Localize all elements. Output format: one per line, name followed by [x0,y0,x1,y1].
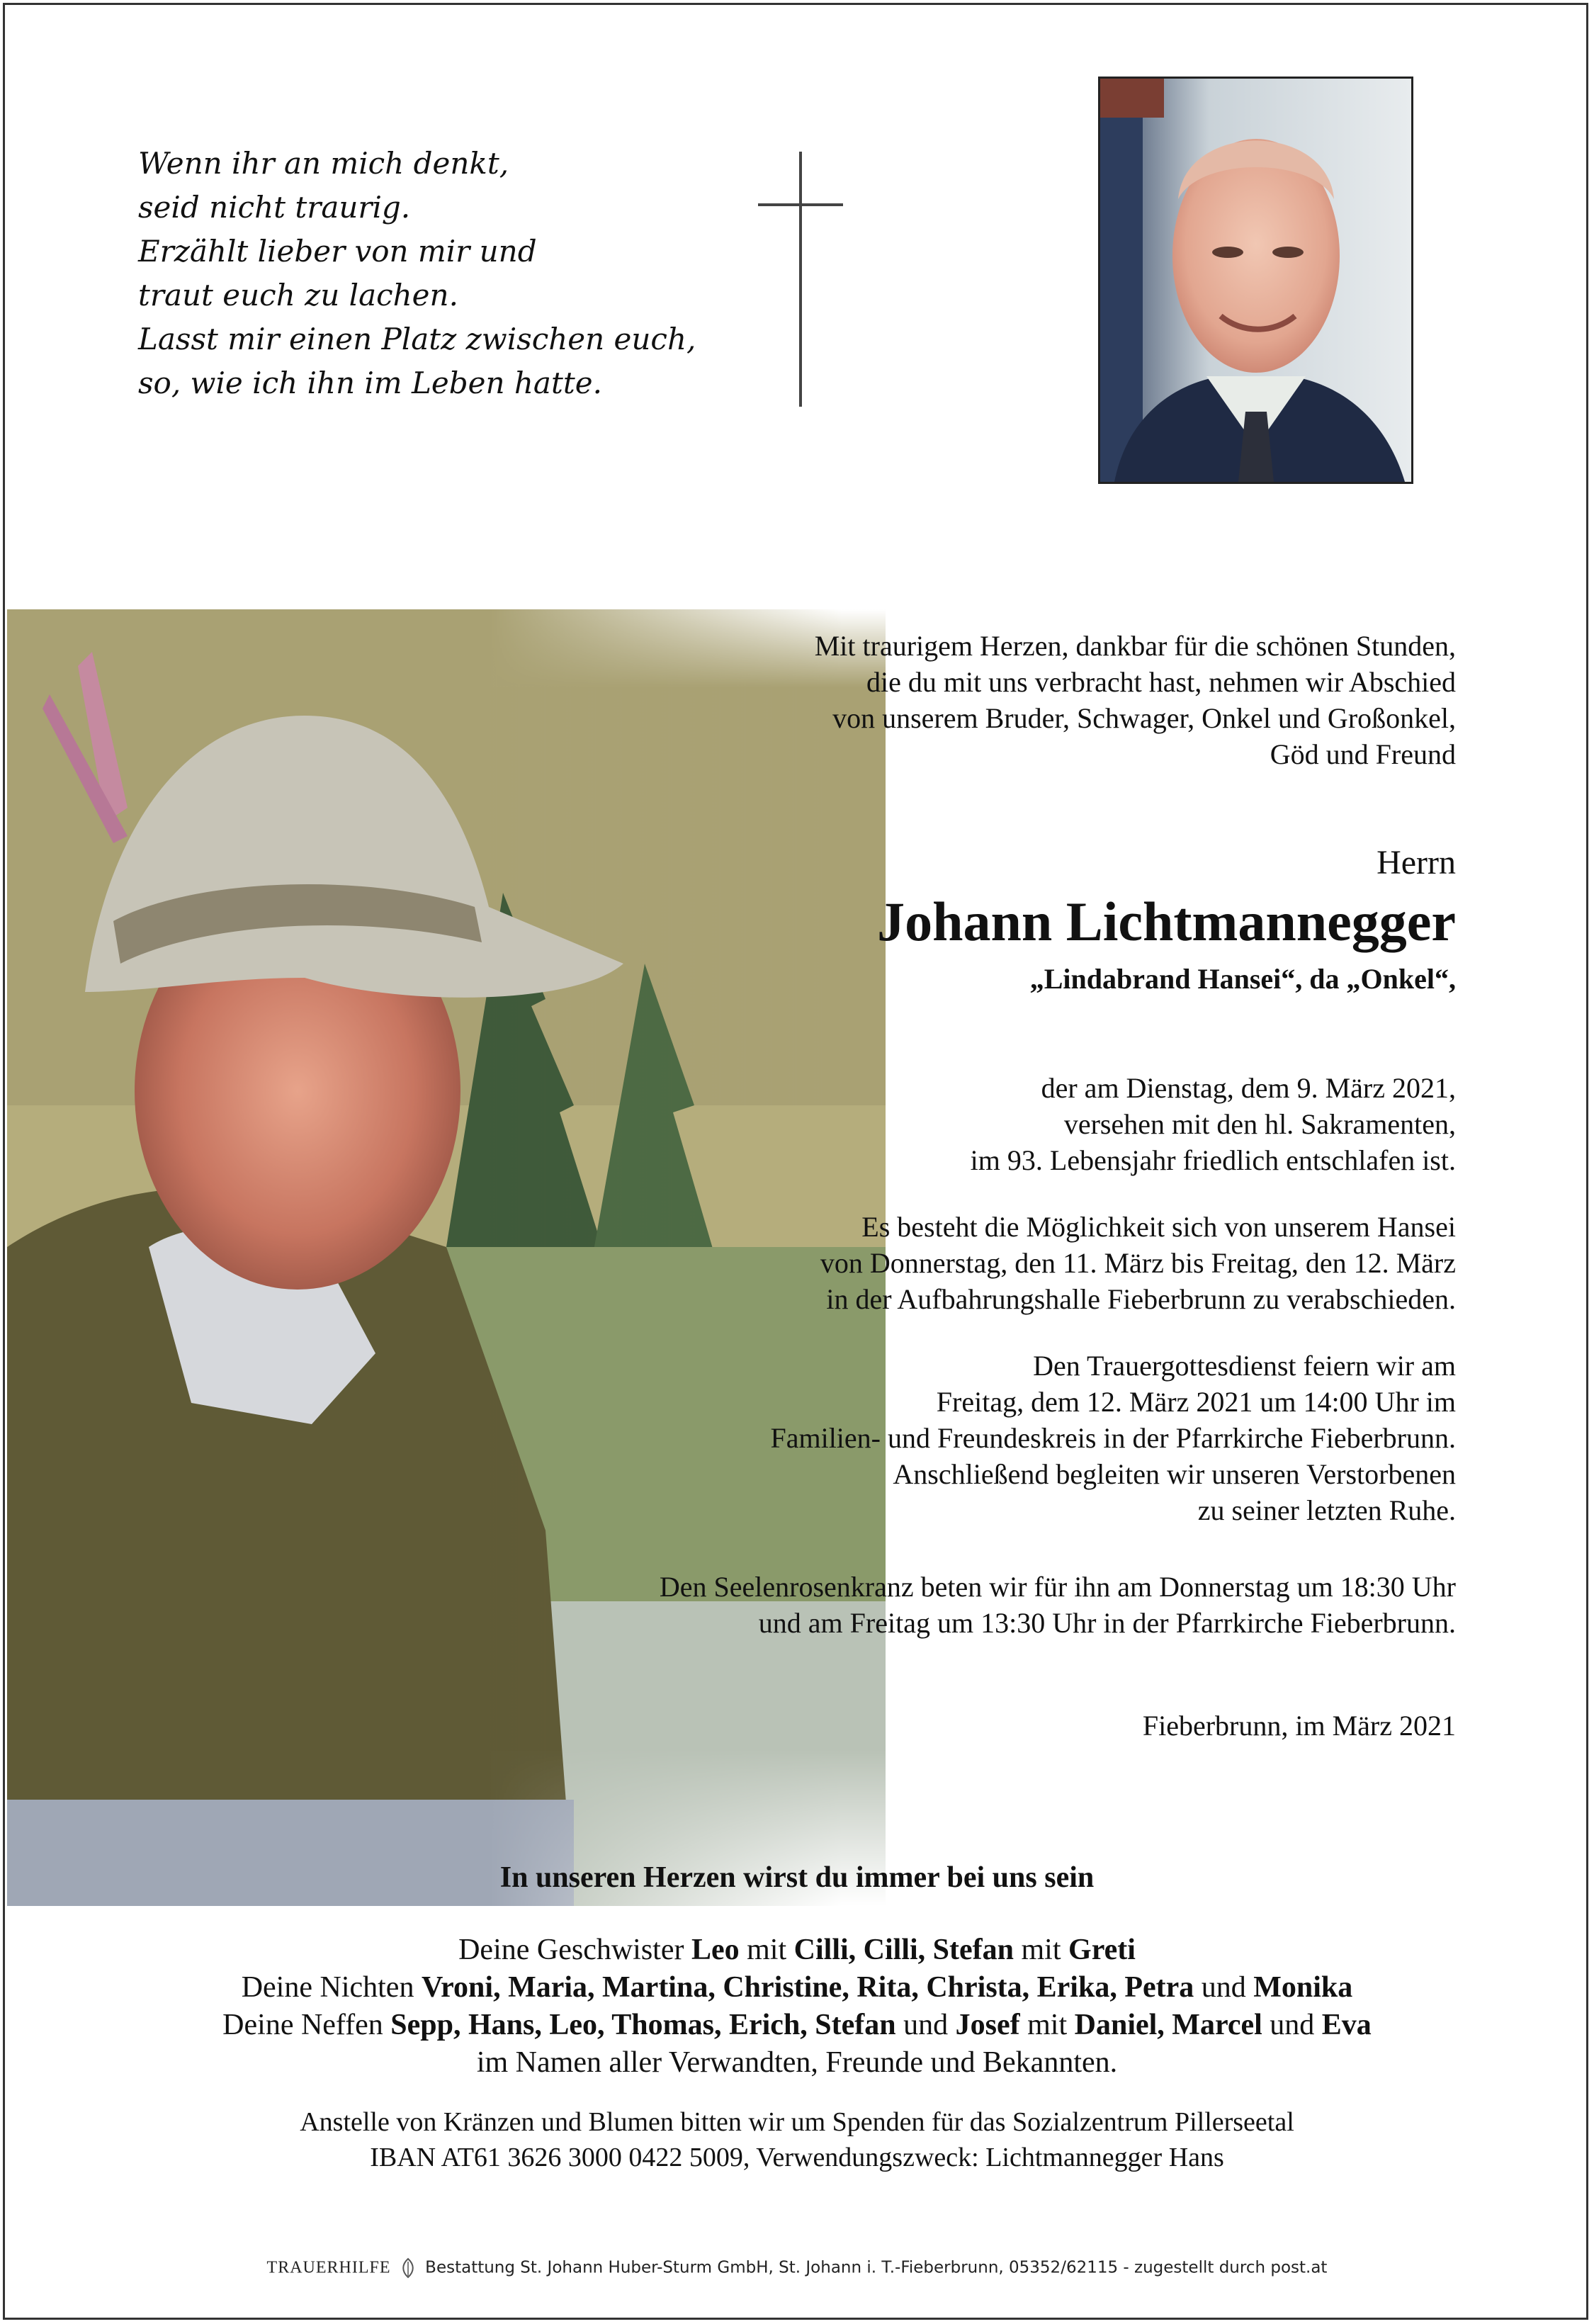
family-connector: und [895,2009,956,2041]
family-label: Deine Nichten [241,1971,422,2004]
rosary-line: und am Freitag um 13:30 Uhr in der Pfarrkirche Fieberbrunn. [758,1607,1456,1639]
viewing-notice [820,1209,1456,1317]
family-connector: und [1262,2009,1322,2041]
poem-line: Lasst mir einen Platz zwischen euch, [138,322,696,356]
family-names: Daniel, Marcel [1074,2009,1262,2041]
death-notice [971,1070,1456,1178]
intro-line: Mit traurigem Herzen, dankbar für die schönen Stunden, [814,630,1456,662]
intro-line: die du mit uns verbracht hast, nehmen wir Abschied [866,666,1456,698]
rosary-line: Den Seelenrosenkranz beten wir für ihn am Donnerstag um 18:30 Uhr [659,1571,1456,1603]
family-connector: mit [1014,1934,1069,1966]
service-line: Familien- und Freundeskreis in der Pfarrkirche Fieberbrunn. [770,1422,1456,1454]
background-photo [7,609,886,1906]
donation-line: IBAN AT61 3626 3000 0422 5009, Verwendungszweck: Lichtmannegger Hans [370,2143,1224,2172]
family-names: Josef [955,2009,1020,2041]
intro-line: von unserem Bruder, Schwager, Onkel und Großonkel, [832,702,1456,734]
family-names: Vroni, Maria, Martina, Christine, Rita, Christa, Erika, Petra [421,1971,1194,2004]
viewing-line: Es besteht die Möglichkeit sich von unserem Hansei [861,1211,1456,1243]
rosary-notice [660,1569,1456,1641]
family-nieces [0,1969,1594,2007]
service-line: Freitag, dem 12. März 2021 um 14:00 Uhr im [936,1386,1456,1418]
poem [138,142,705,405]
family-siblings [0,1931,1594,1969]
poem-line: seid nicht traurig. [138,190,411,225]
nickname: „Lindabrand Hansei“, da „Onkel“, [1029,963,1456,995]
portrait-photo [1098,77,1413,484]
family-names: Greti [1068,1934,1136,1966]
viewing-line: in der Aufbahrungshalle Fieberbrunn zu verabschieden. [826,1283,1456,1315]
motto: In unseren Herzen wirst du immer bei uns sein [499,1861,1095,1894]
death-line: versehen mit den hl. Sakramenten, [1063,1108,1456,1140]
deceased-name: Johann Lichtmannegger [877,891,1456,952]
service-line: zu seiner letzten Ruhe. [1197,1494,1456,1526]
donation-line: Anstelle von Kränzen und Blumen bitten wir um Spenden für das Sozialzentrum Pillerseetal [300,2107,1294,2137]
viewing-line: von Donnerstag, den 11. März bis Freitag, den 12. März [820,1247,1456,1279]
footer [0,2257,1594,2279]
footer-brand: TRAUERHILFE [266,2258,391,2277]
donation-notice [0,2104,1594,2175]
intro-line: Göd und Freund [1270,738,1456,770]
death-line: im 93. Lebensjahr friedlich entschlafen ist. [970,1144,1456,1176]
family-connector: mit [1019,2009,1075,2041]
family-label: Deine Geschwister [458,1934,691,1966]
poem-line: Wenn ihr an mich denkt, [138,146,509,181]
funeral-service-notice [770,1348,1456,1528]
poem-line: Erzählt lieber von mir und [138,234,537,269]
family-names: Monika [1253,1971,1353,2004]
death-line: der am Dienstag, dem 9. März 2021, [1041,1072,1456,1104]
family-list [0,1931,1594,2082]
service-line: Anschließend begleiten wir unseren Verstorbenen [893,1458,1456,1490]
family-closing: im Namen aller Verwandten, Freunde und Bekannten. [476,2046,1118,2079]
salutation: Herrn [1377,844,1456,881]
cross-icon [758,152,843,407]
place-date: Fieberbrunn, im März 2021 [1142,1710,1456,1742]
footer-text: Bestattung St. Johann Huber-Sturm GmbH, St. Johann i. T.-Fieberbrunn, 05352/62115 - zugestellt durch post.at [425,2258,1328,2277]
leaf-icon [400,2257,416,2279]
family-names: Leo [691,1934,740,1966]
family-names: Cilli, Cilli, Stefan [793,1934,1014,1966]
family-label: Deine Neffen [222,2009,391,2041]
family-connector: mit [739,1934,794,1966]
poem-line: so, wie ich ihn im Leben hatte. [138,366,602,400]
family-connector: und [1194,1971,1254,2004]
family-nephews [0,2007,1594,2044]
family-names: Sepp, Hans, Leo, Thomas, Erich, Stefan [390,2009,896,2041]
service-line: Den Trauergottesdienst feiern wir am [1033,1350,1456,1382]
family-names: Eva [1321,2009,1372,2041]
poem-line: traut euch zu lachen. [138,278,458,312]
intro-text [815,628,1456,772]
